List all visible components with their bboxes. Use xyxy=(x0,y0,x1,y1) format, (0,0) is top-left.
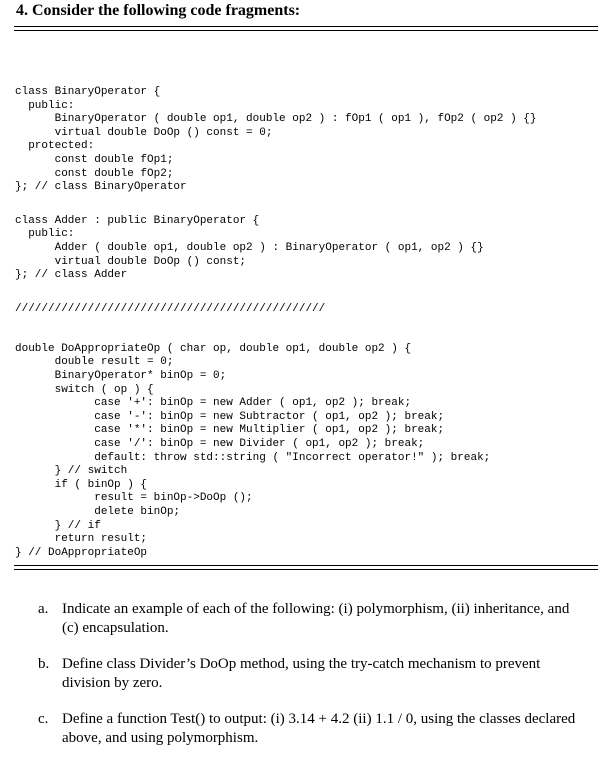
code-line: protected: xyxy=(15,140,95,153)
question-title: 4. Consider the following code fragments: xyxy=(16,2,301,19)
code-line: delete binOp; xyxy=(15,505,181,518)
bottom-rule-double xyxy=(14,569,598,570)
bottom-rule xyxy=(14,565,598,566)
code-line: default: throw std::string ( "Incorrect operator!" ); break; xyxy=(15,451,491,464)
top-rule xyxy=(14,26,598,27)
code-line: }; // class Adder xyxy=(15,269,128,282)
code-line: const double fOp2; xyxy=(15,167,174,180)
code-line: virtual double DoOp () const = 0; xyxy=(15,126,273,139)
code-line: public: xyxy=(15,228,75,241)
code-line: }; // class BinaryOperator xyxy=(15,181,187,194)
code-line: } // switch xyxy=(15,465,128,478)
code-line: const double fOp1; xyxy=(15,154,174,166)
part-text: Define a function Test() to output: (i) 3.14 + 4.2 (ii) 1.1 / 0, using the classes declared above, and using polymorphism. xyxy=(62,711,576,746)
code-line: public: xyxy=(15,99,75,112)
code-line: BinaryOperator ( double op1, double op2 ) : fOp1 ( op1 ), fOp2 ( op2 ) {} xyxy=(15,113,537,126)
code-line: case '+': binOp = new Adder ( op1, op2 ); break; xyxy=(15,397,412,410)
code-line: case '-': binOp = new Subtractor ( op1, op2 ); break; xyxy=(15,410,445,423)
code-line: BinaryOperator* binOp = 0; xyxy=(15,369,227,382)
top-rule-double xyxy=(14,30,598,31)
code-line: } // DoAppropriateOp xyxy=(15,546,148,559)
part-c xyxy=(38,710,583,748)
code-line: if ( binOp ) { xyxy=(15,478,148,491)
part-b xyxy=(38,655,583,693)
code-line: class Adder : public BinaryOperator { xyxy=(15,214,260,227)
code-line: class BinaryOperator { xyxy=(15,86,161,98)
code-line: Adder ( double op1, double op2 ) : BinaryOperator ( op1, op2 ) {} xyxy=(15,242,484,255)
code-line: case '/': binOp = new Divider ( op1, op2 ); break; xyxy=(15,437,425,450)
code-line: } // if xyxy=(15,519,101,532)
question-parts xyxy=(38,600,583,765)
code-line: double DoAppropriateOp ( char op, double op1, double op2 ) { xyxy=(15,342,412,355)
part-letter: a. xyxy=(38,601,49,617)
part-letter: c. xyxy=(38,711,49,727)
part-text: Define class Divider’s DoOp method, using the try-catch mechanism to prevent division by zero. xyxy=(62,656,541,691)
code-line: result = binOp->DoOp (); xyxy=(15,492,253,505)
part-a xyxy=(38,600,583,638)
part-text: Indicate an example of each of the following: (i) polymorphism, (ii) inheritance, and (c) encapsulation. xyxy=(62,601,570,636)
code-line: case '*': binOp = new Multiplier ( op1, op2 ); break; xyxy=(15,424,445,437)
code-line: return result; xyxy=(15,533,148,546)
code-line: switch ( op ) { xyxy=(15,383,154,396)
code-line: virtual double DoOp () const; xyxy=(15,255,247,268)
part-letter: b. xyxy=(38,656,50,672)
code-line: double result = 0; xyxy=(15,356,174,369)
code-line: /////////////////////////////////////////////// xyxy=(15,302,326,315)
